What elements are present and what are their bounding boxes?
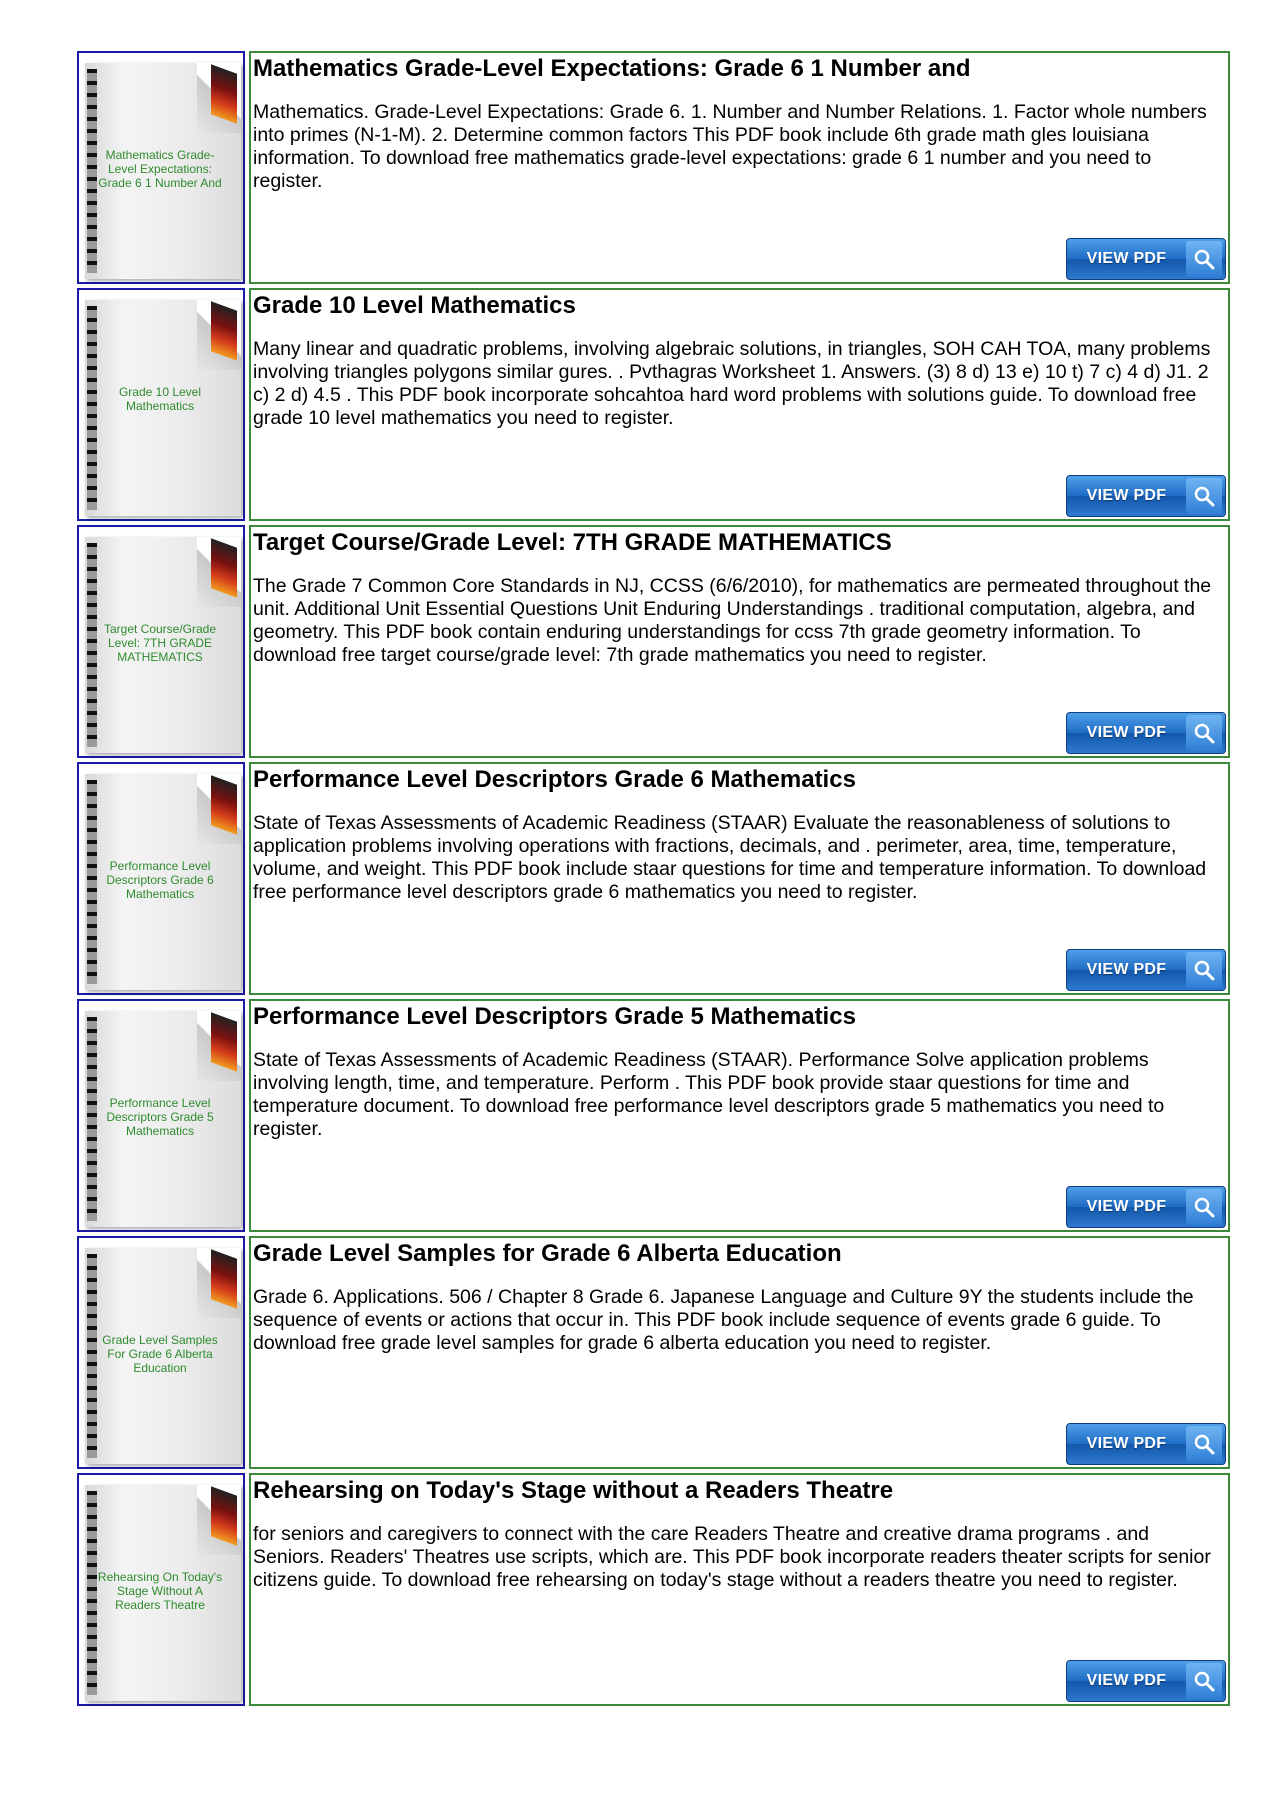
pdf-description: Mathematics. Grade-Level Expectations: Grade 6. 1. Number and Number Relations. 1. Factor whole numbers into primes (N-1-M). 2. Determine common factors This PDF book include 6th grade math gles louisiana information. To download free mathematics grade-level expectations: grade 6 1 number and you need to register.	[253, 101, 1207, 192]
book-cover-title: Mathematics Grade-Level Expectations: Grade 6 1 Number And	[98, 148, 222, 190]
cover-logo-icon	[211, 1486, 237, 1545]
pdf-result-item	[77, 288, 1230, 525]
book-thumbnail[interactable]	[77, 288, 245, 521]
pdf-result-list	[77, 51, 1230, 1710]
book-cover	[85, 537, 241, 753]
pdf-result-item	[77, 999, 1230, 1236]
pdf-result-card	[249, 999, 1230, 1232]
view-pdf-label: VIEW PDF	[1086, 250, 1167, 267]
pdf-title[interactable]: Performance Level Descriptors Grade 5 Mathematics	[253, 1003, 856, 1030]
magnifier-icon	[1186, 715, 1222, 751]
pdf-result-item	[77, 1236, 1230, 1473]
magnifier-icon	[1186, 1663, 1222, 1699]
pdf-result-card	[249, 1236, 1230, 1469]
pdf-description: Many linear and quadratic problems, involving algebraic solutions, in triangles, SOH CAH TOA, many problems involving triangles polygons similar gures. . Pvthagras Worksheet 1. Answers. (3) 8 d) 13 e) 10 t) 7 c) 4 d) J1. 2 c) 2 d) 4.5 . This PDF book incorporate sohcahtoa hard word problems with solutions guide. To download free grade 10 level mathematics you need to register.	[253, 338, 1211, 429]
book-cover-title: Target Course/Grade Level: 7TH GRADE MATHEMATICS	[103, 622, 217, 664]
view-pdf-button[interactable]	[1066, 1660, 1226, 1702]
book-thumbnail[interactable]	[77, 762, 245, 995]
book-cover-title: Performance Level Descriptors Grade 6 Mathematics	[106, 859, 214, 901]
book-cover	[85, 1011, 241, 1227]
book-cover	[85, 1248, 241, 1464]
view-pdf-label: VIEW PDF	[1086, 1198, 1167, 1215]
pdf-title[interactable]: Grade 10 Level Mathematics	[253, 292, 576, 319]
book-thumbnail[interactable]	[77, 1236, 245, 1469]
book-cover-title: Rehearsing On Today's Stage Without A Readers Theatre	[97, 1570, 223, 1612]
view-pdf-button[interactable]	[1066, 949, 1226, 991]
cover-logo-icon	[211, 64, 237, 123]
pdf-title[interactable]: Rehearsing on Today's Stage without a Readers Theatre	[253, 1477, 894, 1504]
magnifier-icon	[1186, 241, 1222, 277]
book-cover-title: Grade Level Samples For Grade 6 Alberta Education	[102, 1333, 218, 1375]
view-pdf-label: VIEW PDF	[1086, 1435, 1167, 1452]
pdf-description: for seniors and caregivers to connect with the care Readers Theatre and creative drama programs . and Seniors. Readers' Theatres use scripts, which are. This PDF book incorporate readers theater scripts for senior citizens guide. To download free rehearsing on today's stage without a readers theatre you need to register.	[253, 1523, 1211, 1591]
view-pdf-button[interactable]	[1066, 1423, 1226, 1465]
view-pdf-label: VIEW PDF	[1086, 961, 1167, 978]
cover-logo-icon	[211, 538, 237, 597]
pdf-result-card	[249, 51, 1230, 284]
view-pdf-label: VIEW PDF	[1086, 487, 1167, 504]
book-cover-title: Performance Level Descriptors Grade 5 Mathematics	[106, 1096, 214, 1138]
book-cover	[85, 1485, 241, 1701]
magnifier-icon	[1186, 478, 1222, 514]
cover-logo-icon	[211, 775, 237, 834]
cover-logo-icon	[211, 301, 237, 360]
pdf-title[interactable]: Mathematics Grade-Level Expectations: Grade 6 1 Number and	[253, 55, 971, 82]
book-cover	[85, 300, 241, 516]
pdf-result-item	[77, 1473, 1230, 1710]
pdf-description: Grade 6. Applications. 506 / Chapter 8 Grade 6. Japanese Language and Culture 9Y the students include the sequence of events or actions that occur in. This PDF book include sequence of events grade 6 guide. To download free grade level samples for grade 6 alberta education you need to register.	[253, 1286, 1194, 1354]
pdf-result-card	[249, 525, 1230, 758]
cover-logo-icon	[211, 1012, 237, 1071]
book-thumbnail[interactable]	[77, 51, 245, 284]
view-pdf-label: VIEW PDF	[1086, 724, 1167, 741]
view-pdf-button[interactable]	[1066, 712, 1226, 754]
magnifier-icon	[1186, 1189, 1222, 1225]
book-thumbnail[interactable]	[77, 999, 245, 1232]
cover-logo-icon	[211, 1249, 237, 1308]
pdf-result-item	[77, 525, 1230, 762]
pdf-result-item	[77, 762, 1230, 999]
pdf-result-card	[249, 288, 1230, 521]
book-cover-title: Grade 10 Level Mathematics	[118, 385, 202, 413]
pdf-result-card	[249, 1473, 1230, 1706]
view-pdf-button[interactable]	[1066, 1186, 1226, 1228]
magnifier-icon	[1186, 1426, 1222, 1462]
pdf-result-card	[249, 762, 1230, 995]
book-thumbnail[interactable]	[77, 525, 245, 758]
pdf-description: The Grade 7 Common Core Standards in NJ, CCSS (6/6/2010), for mathematics are permeated throughout the unit. Additional Unit Essential Questions Unit Enduring Understandings . traditional computation, algebra, and geometry. This PDF book contain enduring understandings for ccss 7th grade geometry information. To download free target course/grade level: 7th grade mathematics you need to register.	[253, 575, 1212, 666]
book-thumbnail[interactable]	[77, 1473, 245, 1706]
magnifier-icon	[1186, 952, 1222, 988]
view-pdf-button[interactable]	[1066, 475, 1226, 517]
pdf-title[interactable]: Performance Level Descriptors Grade 6 Mathematics	[253, 766, 856, 793]
pdf-result-item	[77, 51, 1230, 288]
pdf-description: State of Texas Assessments of Academic Readiness (STAAR) Evaluate the reasonableness of solutions to application problems involving operations with fractions, decimals, and . perimeter, area, time, temperature, volume, and weight. This PDF book include staar questions for time and temperature information. To download free performance level descriptors grade 6 mathematics you need to register.	[253, 812, 1207, 903]
pdf-title[interactable]: Grade Level Samples for Grade 6 Alberta Education	[253, 1240, 842, 1267]
book-cover	[85, 63, 241, 279]
book-cover	[85, 774, 241, 990]
view-pdf-button[interactable]	[1066, 238, 1226, 280]
pdf-title[interactable]: Target Course/Grade Level: 7TH GRADE MATHEMATICS	[253, 529, 892, 556]
view-pdf-label: VIEW PDF	[1086, 1672, 1167, 1689]
pdf-description: State of Texas Assessments of Academic Readiness (STAAR). Performance Solve application problems involving length, time, and temperature. Perform . This PDF book provide staar questions for time and temperature document. To download free performance level descriptors grade 5 mathematics you need to register.	[253, 1049, 1165, 1140]
